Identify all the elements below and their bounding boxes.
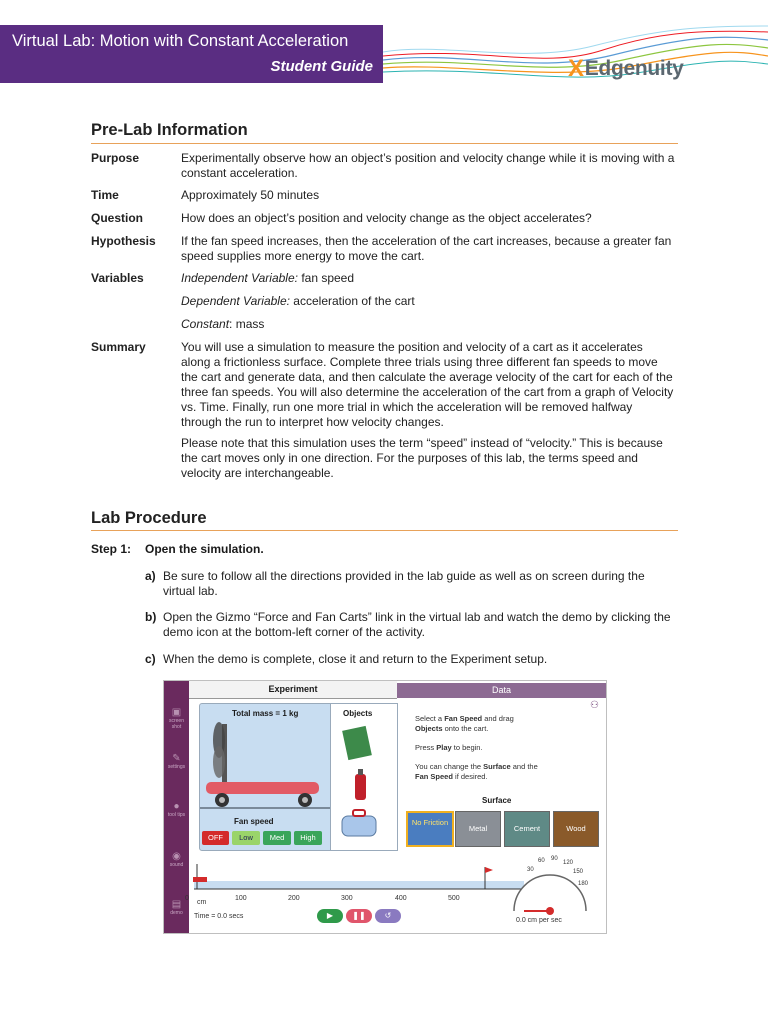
tooltips-button[interactable] [166, 801, 187, 818]
total-mass: Total mass = 1 kg [232, 709, 299, 718]
prelab-rule [91, 143, 678, 144]
fan-speed-label: Fan speed [234, 817, 274, 826]
instr1d: Objects [415, 724, 443, 733]
lunchbox-object[interactable] [342, 810, 376, 836]
surface-wood[interactable]: Wood [553, 811, 599, 847]
pause-button[interactable]: ❚❚ [346, 909, 372, 923]
time-readout: Time = 0.0 secs [194, 913, 244, 920]
purpose-text: Experimentally observe how an object’s position and velocity change while it is moving with a constant acceleration. [181, 151, 675, 180]
item-a-mark: a) [145, 569, 156, 583]
gauge-150: 150 [573, 869, 584, 875]
instr2a: Press [415, 743, 437, 752]
tick-0: 0 [185, 895, 189, 902]
surface-no-friction[interactable]: No Friction [406, 811, 454, 847]
title-banner [0, 25, 383, 83]
time-label: Time [91, 188, 119, 202]
hypothesis-label: Hypothesis [91, 234, 156, 248]
instr2c: to begin. [451, 743, 483, 752]
settings-button[interactable] [166, 753, 187, 770]
cart-illustration [200, 704, 330, 814]
instruction-play [415, 743, 483, 753]
constant-variable-label: Constant [181, 317, 230, 331]
screenshot-button[interactable] [166, 707, 187, 730]
constant-variable [181, 317, 681, 332]
fan-high-button[interactable]: High [294, 831, 322, 845]
logo-x: X [568, 55, 584, 82]
fan-med-button[interactable]: Med [263, 831, 291, 845]
play-button[interactable]: ▶ [317, 909, 343, 923]
instr3d: Fan Speed [415, 772, 453, 781]
gauge-90: 90 [551, 856, 558, 862]
step-1-title: Open the simulation. [145, 542, 264, 556]
dependent-variable [181, 294, 681, 309]
gauge-60: 60 [538, 858, 545, 864]
speech-bubble-icon: ● [173, 801, 180, 812]
speed-readout: 0.0 cm per sec [516, 917, 562, 924]
item-c-text: When the demo is complete, close it and return to the Experiment setup. [163, 652, 548, 666]
time-text: Approximately 50 minutes [181, 188, 320, 202]
summary-text: You will use a simulation to measure the position and velocity of a cart as it accelerates along a frictionless surface. Complete three trials using three different fan speeds to move the cart and generate data, and then calculate the average velocity of the cart for each of the three fan speeds. You will also determine the acceleration of the cart from a graph of Velocity vs. Time. Finally, run one more trial in which the acceleration will be removed halfway through the run to interpret how velocity changes. [181, 340, 674, 429]
ruler-unit: cm [197, 899, 207, 906]
demo-icon: ▤ [171, 899, 182, 910]
instr3a: You can change the [415, 762, 484, 771]
sound-label: sound [169, 862, 184, 868]
tick-200: 200 [288, 895, 300, 902]
instr3c: and the [510, 762, 538, 771]
logo-wordmark: Edgenuity [584, 57, 684, 80]
tick-500: 500 [448, 895, 460, 902]
simulation-screenshot [163, 680, 607, 934]
bottle-object[interactable] [355, 769, 366, 800]
track-panel [185, 856, 606, 933]
instr3e: if desired. [452, 772, 488, 781]
document-subtitle: Student Guide [270, 58, 373, 75]
document-title: Virtual Lab: Motion with Constant Acceleration [12, 32, 349, 50]
hypothesis-text: If the fan speed increases, then the acceleration of the cart increases, because a greater fan speed supplies more energy to move the cart. [181, 234, 672, 263]
sound-button[interactable] [166, 851, 187, 868]
item-b-mark: b) [145, 610, 157, 624]
gauge-120: 120 [563, 860, 574, 866]
step-1-label: Step 1: [91, 542, 132, 556]
screenshot-label: screen shot [168, 718, 184, 730]
tooltips-label: tool tips [167, 812, 186, 818]
independent-variable [181, 271, 681, 286]
gauge-180: 180 [578, 881, 589, 887]
instr3b: Surface [483, 762, 511, 771]
independent-variable-value: fan speed [297, 271, 355, 285]
instr1e: onto the cart. [442, 724, 489, 733]
prelab-heading: Pre-Lab Information [91, 121, 248, 139]
constant-variable-value: : mass [229, 317, 265, 331]
surface-metal[interactable]: Metal [455, 811, 501, 847]
variables-label: Variables [91, 271, 144, 285]
demo-label: demo [170, 910, 183, 916]
gauge-30: 30 [527, 867, 534, 873]
surface-cement[interactable]: Cement [504, 811, 550, 847]
purpose-label: Purpose [91, 151, 140, 165]
wrench-icon: ✎ [172, 753, 181, 764]
objects-illustration [341, 724, 381, 844]
fan-off-button[interactable]: OFF [202, 831, 229, 845]
instr2b: Play [436, 743, 452, 752]
speaker-icon: ◉ [172, 851, 181, 862]
tick-300: 300 [341, 895, 353, 902]
tab-experiment[interactable]: Experiment [189, 681, 397, 699]
question-text: How does an object’s position and velocity change as the object accelerates? [181, 211, 592, 225]
speed-note: Please note that this simulation uses the term “speed” instead of “velocity.” This is because the cart moves only in one direction. For the purposes of this lab, the terms speed and velocity are interchangeable. [181, 436, 663, 480]
dependent-variable-label: Dependent Variable: [181, 294, 290, 308]
question-label: Question [91, 211, 144, 225]
procedure-heading: Lab Procedure [91, 509, 207, 527]
item-b-text: Open the Gizmo “Force and Fan Carts” link in the virtual lab and watch the demo by clicking the demo icon at the bottom-left corner of the activity. [163, 610, 671, 639]
dependent-variable-value: acceleration of the cart [289, 294, 415, 308]
instr1b: Fan Speed [444, 714, 483, 723]
objects-panel [330, 703, 398, 851]
surface-label: Surface [482, 796, 512, 805]
instr1a: Select a [415, 714, 445, 723]
objects-label: Objects [343, 709, 373, 718]
instr1c: and drag [482, 714, 514, 723]
tick-400: 400 [395, 895, 407, 902]
reset-button[interactable]: ↺ [375, 909, 401, 923]
instruction-select [415, 714, 514, 734]
instruction-change [415, 762, 538, 782]
tick-100: 100 [235, 895, 247, 902]
settings-label: settings [167, 764, 186, 770]
camera-icon: ▣ [171, 707, 182, 718]
demo-button[interactable] [166, 899, 187, 916]
summary-label: Summary [91, 340, 146, 354]
procedure-rule [91, 530, 678, 531]
item-c-mark: c) [145, 652, 156, 666]
fan-low-button[interactable]: Low [232, 831, 260, 845]
independent-variable-label: Independent Variable: [181, 271, 298, 285]
item-a-text: Be sure to follow all the directions provided in the lab guide as well as on screen during the virtual lab. [163, 569, 645, 598]
tab-data[interactable]: Data [397, 683, 606, 698]
edgenuity-logo [568, 56, 684, 82]
book-object[interactable] [342, 726, 372, 760]
binoculars-icon[interactable]: ⚇ [590, 700, 599, 711]
